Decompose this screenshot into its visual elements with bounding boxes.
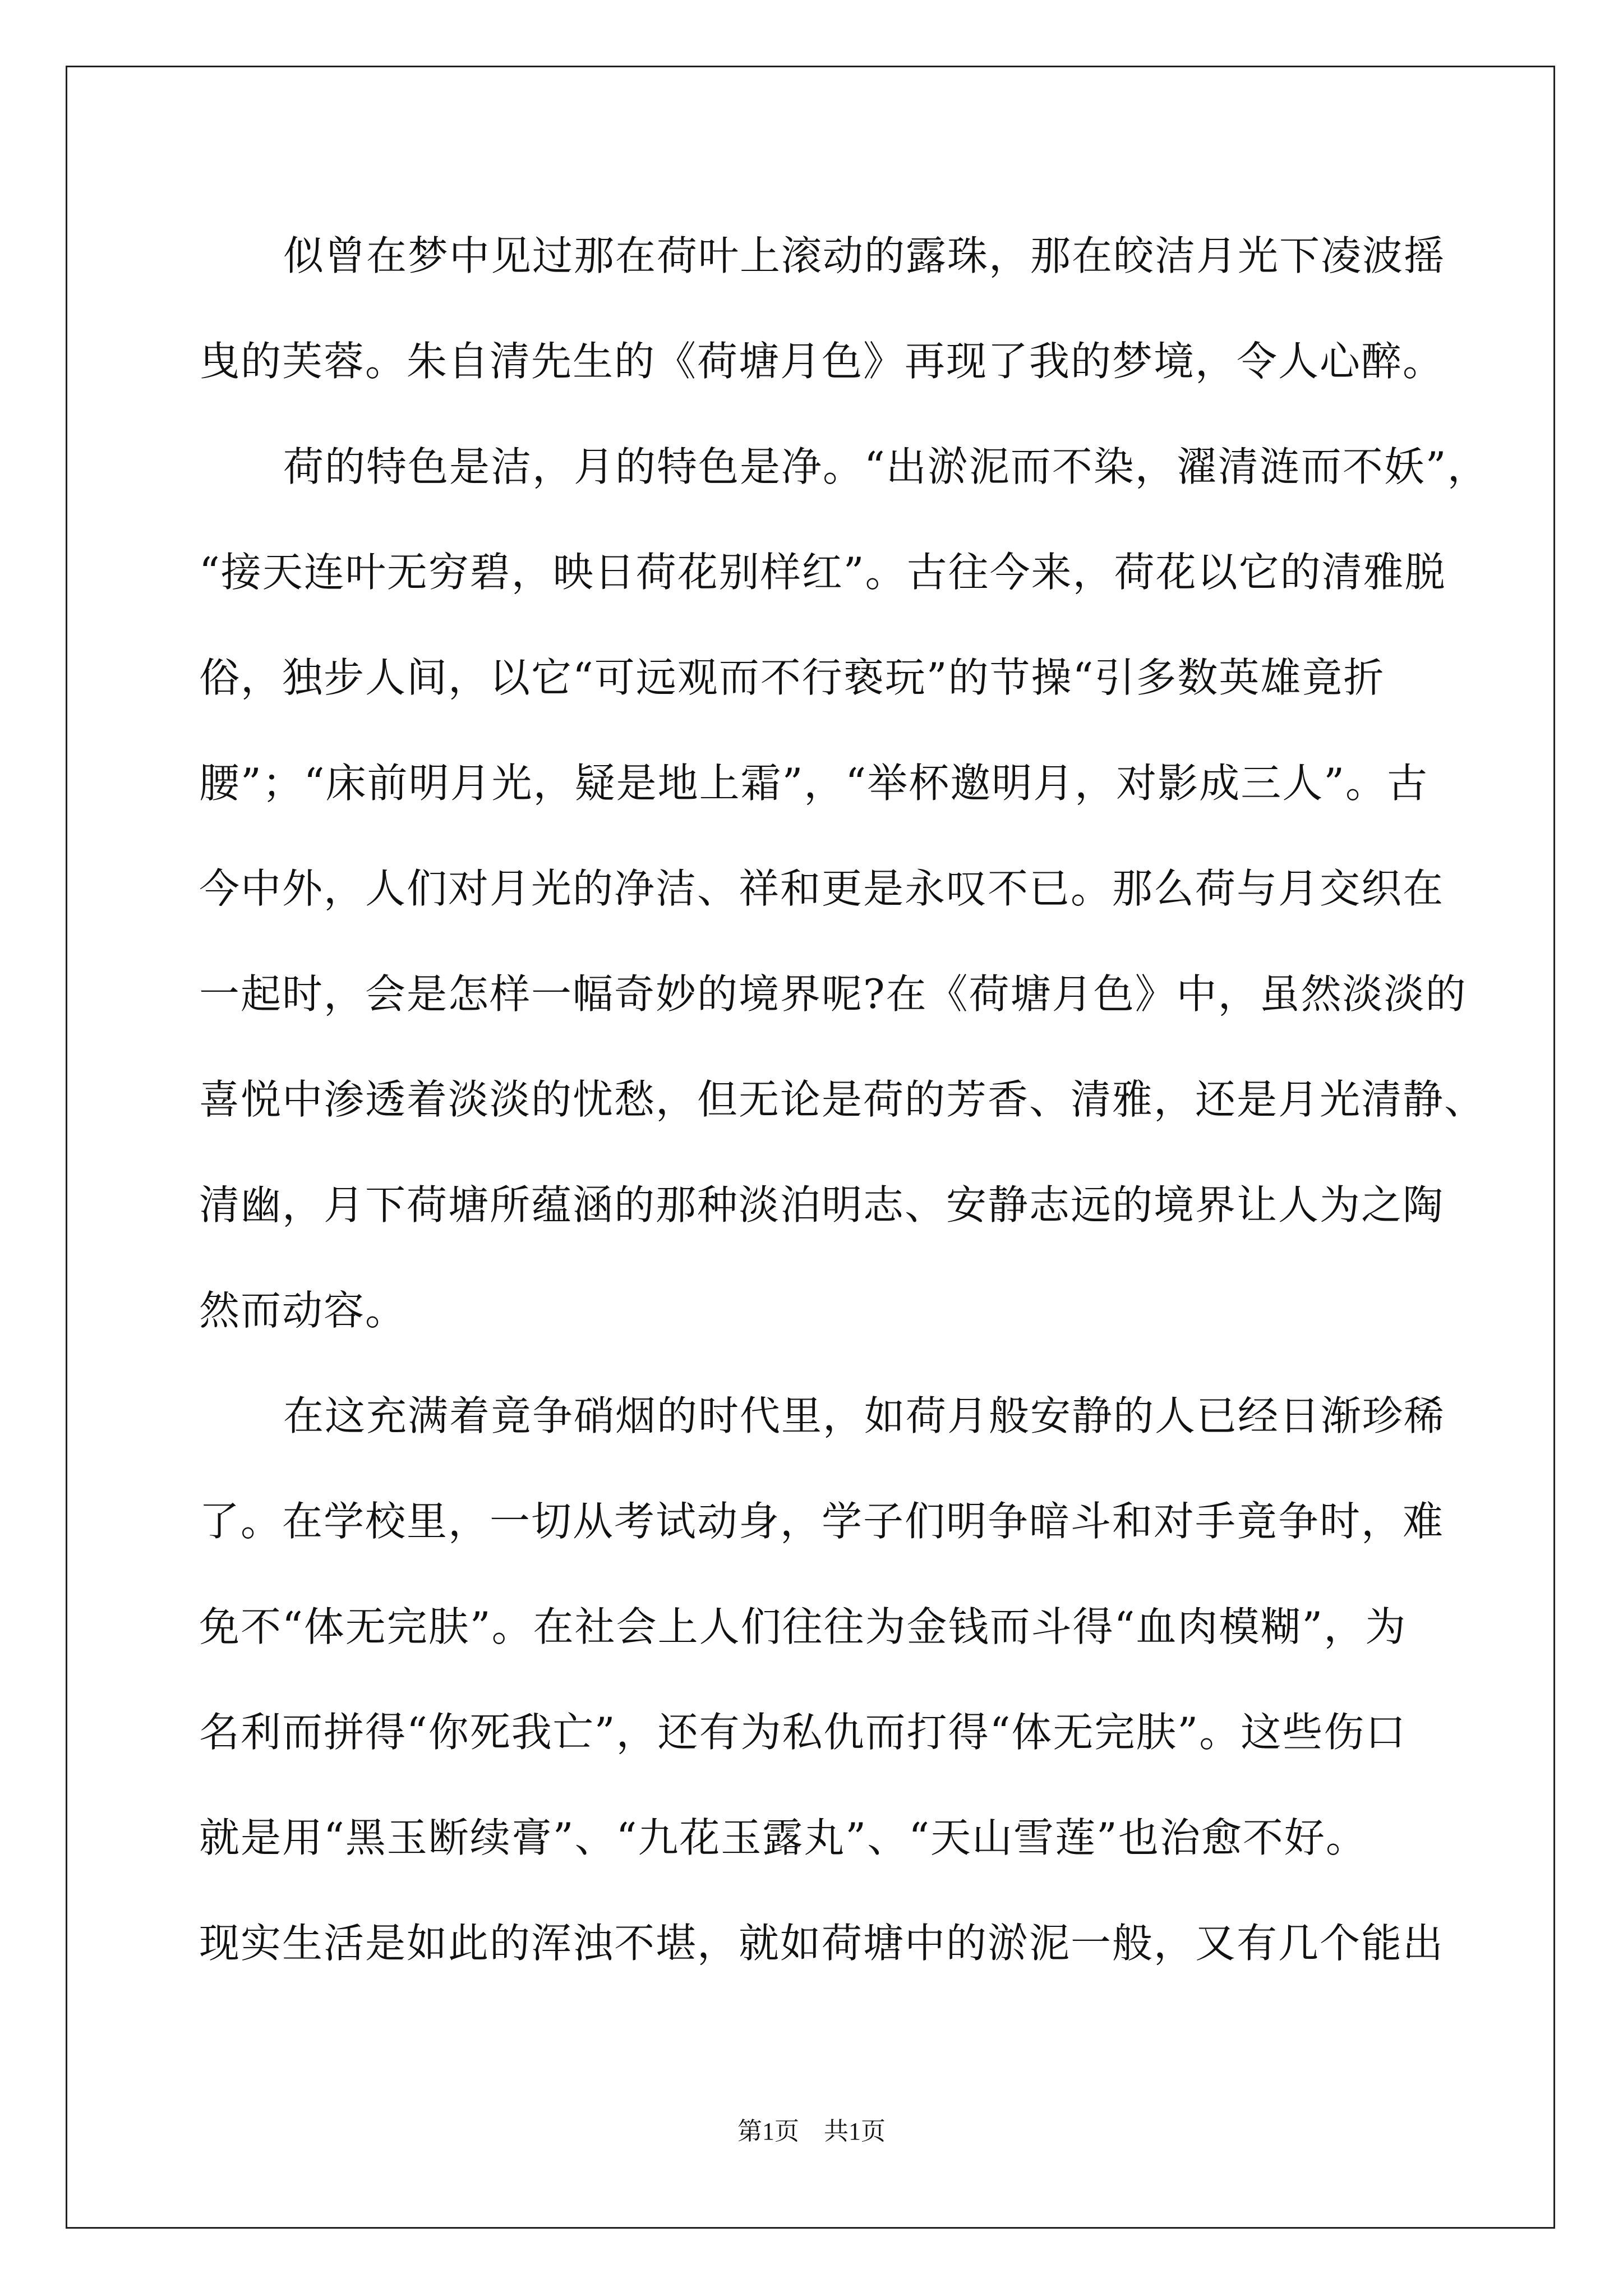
paragraph-2-line-7: 喜悦中渗透着淡淡的忧愁，但无论是荷的芳香、清雅，还是月光清静、: [199, 1076, 1486, 1123]
page-number-footer: 第1页 共1页: [737, 2118, 886, 2145]
paragraph-2-line-2: “接天连叶无穷碧，映日荷花别样红”。古往今来，荷花以它的清雅脱: [199, 549, 1446, 596]
paragraph-3-line-3: 免不“体无完肤”。在社会上人们往往为金钱而斗得“血肉模糊”，为: [199, 1603, 1407, 1650]
paragraph-3-line-6: 现实生活是如此的浑浊不堪，就如荷塘中的淤泥一般，又有几个能出: [199, 1920, 1445, 1967]
paragraph-1-line-2: 曳的芙蓉。朱自清先生的《荷塘月色》再现了我的梦境，令人心醉。: [199, 338, 1445, 385]
paragraph-2-line-4: 腰”；“床前明月光，疑是地上霜”，“举杯邀明月，对影成三人”。古: [199, 760, 1429, 807]
paragraph-2-line-9: 然而动容。: [199, 1287, 407, 1334]
paragraph-2-line-6: 一起时，会是怎样一幅奇妙的境界呢?在《荷塘月色》中，虽然淡淡的: [199, 970, 1467, 1018]
paragraph-3-line-5: 就是用“黑玉断续膏”、“九花玉露丸”、“天山雪莲”也治愈不好。: [199, 1814, 1367, 1861]
paragraph-2-line-5: 今中外，人们对月光的净洁、祥和更是永叹不已。那么荷与月交织在: [199, 865, 1445, 912]
paragraph-3-line-4: 名利而拼得“你死我亡”，还有为私仇而打得“体无完肤”。这些伤口: [199, 1709, 1407, 1756]
paragraph-3-line-2: 了。在学校里，一切从考试动身，学子们明争暗斗和对手竟争时，难: [199, 1498, 1445, 1545]
paragraph-1-line-1: 似曾在梦中见过那在荷叶上滚动的露珠，那在皎洁月光下凌波摇: [283, 232, 1446, 279]
paragraph-2-line-3: 俗，独步人间，以它“可远观而不行亵玩”的节操“引多数英雄竟折: [199, 654, 1385, 701]
paragraph-2-line-8: 清幽，月下荷塘所蕴涵的那种淡泊明志、安静志远的境界让人为之陶: [199, 1181, 1445, 1228]
paragraph-2-line-1: 荷的特色是洁，月的特色是净。“出淤泥而不染，濯清涟而不妖”，: [283, 443, 1489, 490]
paragraph-3-line-1: 在这充满着竟争硝烟的时代里，如荷月般安静的人已经日渐珍稀: [283, 1392, 1446, 1439]
